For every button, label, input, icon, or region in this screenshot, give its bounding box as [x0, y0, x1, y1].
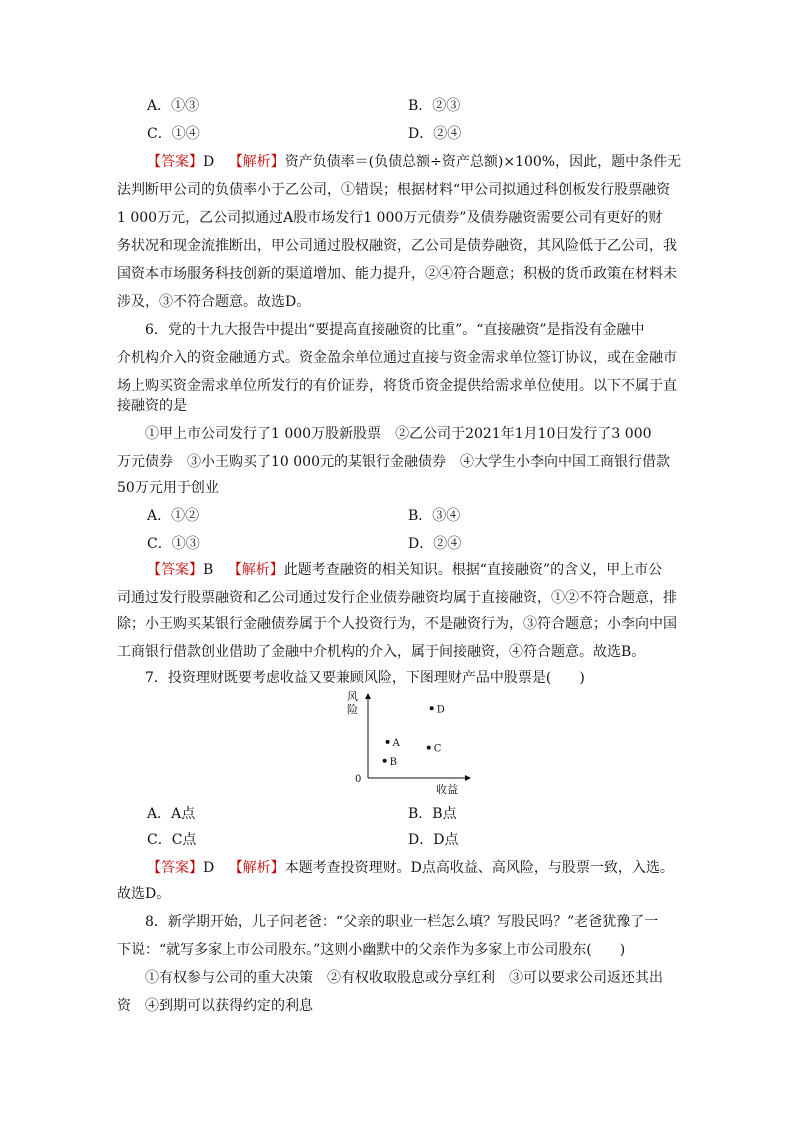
point-a — [386, 740, 390, 744]
q5-option-a: A．①③ — [147, 98, 200, 114]
q8-items-line: 资 ④到期可以获得约定的利息 — [117, 998, 313, 1014]
q6-items-line: 50万元用于创业 — [117, 480, 219, 496]
answer-value: D — [203, 860, 215, 876]
q5-analysis-line: 务状况和现金流推断出，甲公司通过股权融资，乙公司是债券融资，其风险低于乙公司，我 — [117, 238, 677, 254]
answer-tag: 【答案】 — [147, 860, 203, 876]
q6-stem-line: 接融资的是 — [117, 398, 187, 414]
q7-option-d: D．D点 — [408, 832, 459, 848]
q6-answer-line — [147, 560, 662, 580]
q5-option-d: D．②④ — [408, 126, 462, 142]
answer-value: B — [203, 562, 214, 578]
q6-option-c: C．①③ — [147, 536, 200, 552]
point-label-b: B — [389, 756, 398, 768]
q7-stem: 7．投资理财既要考虑收益又要兼顾风险，下图理财产品中股票是( ) — [145, 670, 585, 686]
point-b — [383, 759, 387, 763]
y-axis-label-2: 险 — [347, 703, 358, 716]
q6-option-a: A．①② — [147, 508, 200, 524]
point-d — [430, 706, 434, 710]
q5-analysis-line: 法判断甲公司的负债率小于乙公司，①错误；根据材料“甲公司拟通过科创板发行股票融资 — [117, 182, 671, 198]
q5-analysis-line: 国资本市场服务科技创新的渠道增加、能力提升，②④符合题意；积极的货币政策在材料未 — [117, 266, 677, 282]
q7-answer-line — [147, 858, 674, 878]
q7-analysis-line: 故选D。 — [117, 886, 171, 902]
answer-tag: 【答案】 — [147, 562, 203, 578]
analysis-text: 资产负债率＝(负债总额÷资产总额)×100%，因此，题中条件无 — [284, 154, 682, 170]
point-label-a: A — [392, 737, 400, 749]
x-axis-label: 收益 — [436, 783, 458, 796]
q6-option-b: B．③④ — [408, 508, 461, 524]
y-axis-label-1: 风 — [347, 690, 358, 703]
q5-analysis-line: 1 000万元，乙公司拟通过A股市场发行1 000万元债券”及债券融资需要公司有更好的财 — [117, 210, 663, 226]
q6-option-d: D．②④ — [408, 536, 462, 552]
q7-option-c: C．C点 — [147, 832, 197, 848]
q8-stem-line: 下说：“就写多家上市公司股东。”这则小幽默中的父亲作为多家上市公司股东( ) — [117, 942, 626, 958]
q6-analysis-line: 工商银行借款创业借助了金融中介机构的介入，属于间接融资，④符合题意。故选B。 — [117, 644, 646, 660]
q6-stem-line: 介机构介入的资金融通方式。资金盈余单位通过直接与资金需求单位签订协议，或在金融市 — [117, 350, 677, 366]
q8-stem-line: 8．新学期开始，儿子问老爸：“父亲的职业一栏怎么填？写股民吗？”老爸犹豫了一 — [145, 914, 659, 930]
analysis-tag: 【解析】 — [228, 860, 285, 876]
q6-items-line: 万元债券 ③小王购买了10 000元的某银行金融债券 ④大学生小李向中国工商银行借款 — [117, 454, 670, 470]
point-label-d: D — [436, 704, 445, 716]
analysis-tag: 【解析】 — [228, 154, 285, 170]
answer-value: D — [203, 154, 215, 170]
point-c — [427, 746, 431, 750]
q5-answer-line — [147, 152, 681, 172]
origin-label: 0 — [355, 774, 362, 785]
q7-option-a: A．A点 — [147, 806, 196, 822]
q6-stem-line: 6．党的十九大报告中提出“要提高直接融资的比重”。“直接融资”是指没有金融中 — [145, 322, 645, 338]
q5-option-c: C．①④ — [147, 126, 200, 142]
points-group — [383, 704, 445, 767]
risk-return-chart — [338, 688, 478, 800]
analysis-tag: 【解析】 — [227, 562, 284, 578]
q6-analysis-line: 司通过发行股票融资和乙公司通过发行企业债券融资均属于直接融资，①②不符合题意，排 — [117, 590, 677, 606]
q6-items-line: ①甲上市公司发行了1 000万股新股票 ②乙公司于2021年1月10日发行了3 000 — [145, 426, 652, 442]
q6-analysis-line: 除；小王购买某银行金融债券属于个人投资行为，不是融资行为，③符合题意；小李向中国 — [117, 616, 677, 632]
point-label-c: C — [433, 743, 442, 755]
q5-option-b: B．②③ — [408, 98, 461, 114]
answer-tag: 【答案】 — [147, 154, 203, 170]
q7-option-b: B．B点 — [408, 806, 457, 822]
analysis-text: 本题考查投资理财。D点高收益、高风险，与股票一致，入选。 — [284, 860, 674, 876]
q6-stem-line: 场上购买资金需求单位所发行的有价证券，将货币资金提供给需求单位使用。以下不属于直 — [117, 378, 677, 394]
q8-items-line: ①有权参与公司的重大决策 ②有权收取股息或分享红利 ③可以要求公司返还其出 — [145, 970, 663, 986]
q5-analysis-line: 涉及，③不符合题意。故选D。 — [117, 294, 311, 310]
analysis-text: 此题考查融资的相关知识。根据“直接融资”的含义，甲上市公 — [283, 562, 663, 578]
